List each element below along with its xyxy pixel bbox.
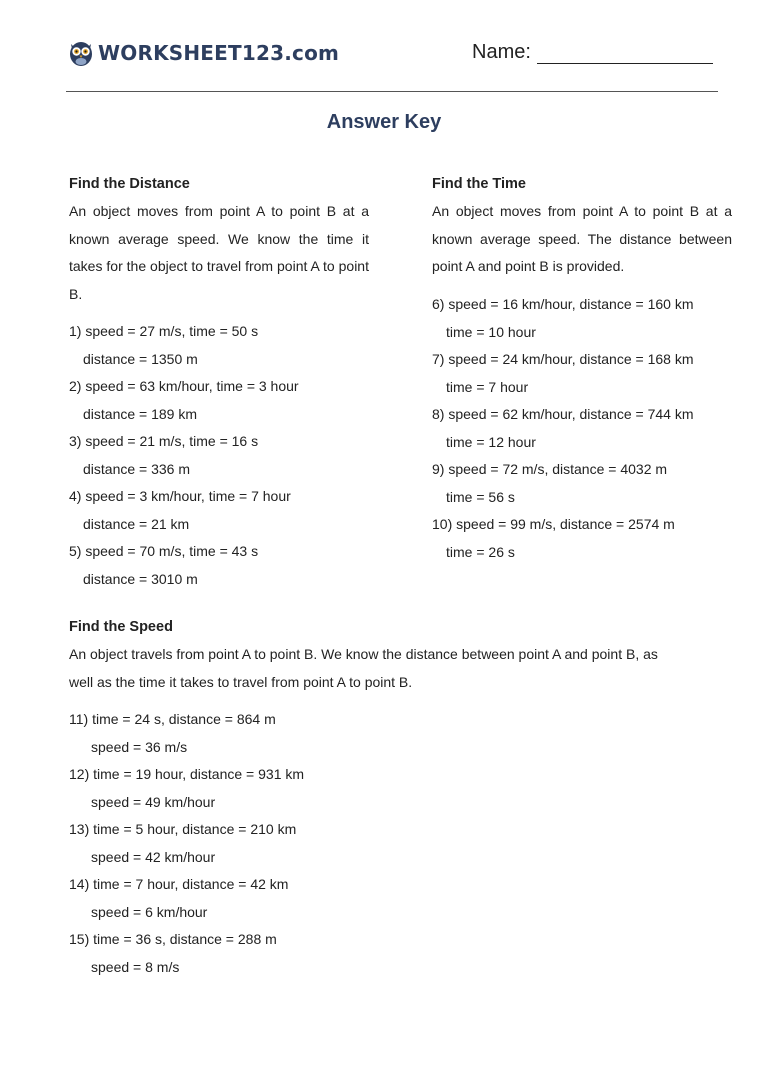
speed-heading: Find the Speed (69, 619, 173, 635)
list-item (69, 318, 299, 373)
speed-list (69, 706, 304, 981)
question: 4) speed = 3 km/hour, time = 7 hour (69, 488, 291, 504)
header-divider (66, 91, 718, 92)
answer: distance = 21 km (83, 515, 190, 532)
list-item (69, 538, 299, 593)
question: 1) speed = 27 m/s, time = 50 s (69, 323, 259, 339)
page-title: Answer Key (326, 111, 442, 133)
page-header (0, 0, 768, 92)
answer: speed = 36 m/s (91, 738, 188, 755)
question: 11) time = 24 s, distance = 864 m (69, 711, 276, 727)
question: 15) time = 36 s, distance = 288 m (69, 931, 277, 947)
list-item (69, 816, 304, 871)
list-item (432, 511, 694, 566)
question: 12) time = 19 hour, distance = 931 km (69, 766, 305, 782)
list-item (69, 428, 299, 483)
answer: time = 56 s (446, 488, 515, 505)
question: 6) speed = 16 km/hour, distance = 160 km (432, 296, 694, 312)
question: 8) speed = 62 km/hour, distance = 744 km (432, 406, 694, 422)
list-item (432, 291, 694, 346)
logo-text: WORKSHEET123.com (98, 41, 340, 65)
answer: time = 10 hour (446, 323, 536, 340)
answer: distance = 3010 m (83, 570, 198, 587)
answer: time = 26 s (446, 543, 515, 560)
owl-logo-icon (68, 39, 94, 67)
name-field (472, 41, 713, 64)
question: 13) time = 5 hour, distance = 210 km (69, 821, 297, 837)
list-item (432, 346, 694, 401)
site-logo[interactable] (68, 38, 339, 68)
answer: speed = 8 m/s (91, 958, 180, 975)
question: 14) time = 7 hour, distance = 42 km (69, 876, 289, 892)
list-item (69, 871, 304, 926)
distance-intro: An object moves from point A to point B at a known average speed. We know the time it takes for the object to travel from point A to point B. (69, 203, 369, 302)
distance-heading: Find the Distance (69, 176, 190, 192)
answer: distance = 189 km (83, 405, 198, 422)
list-item (69, 706, 304, 761)
speed-intro-line-2: well as the time it takes to travel from point A to point B. (69, 673, 413, 690)
question: 2) speed = 63 km/hour, time = 3 hour (69, 378, 299, 394)
name-blank-line[interactable] (537, 43, 713, 64)
distance-list (69, 318, 299, 593)
time-intro: An object moves from point A to point B at a known average speed. The distance between point A and point B is provided. (432, 203, 732, 274)
time-heading: Find the Time (432, 176, 526, 192)
answer: time = 12 hour (446, 433, 536, 450)
list-item (69, 483, 299, 538)
list-item (432, 456, 694, 511)
question: 10) speed = 99 m/s, distance = 2574 m (432, 516, 675, 532)
list-item (69, 373, 299, 428)
question: 7) speed = 24 km/hour, distance = 168 km (432, 351, 694, 367)
answer: distance = 1350 m (83, 350, 198, 367)
list-item (432, 401, 694, 456)
answer: time = 7 hour (446, 378, 529, 395)
list-item (69, 926, 304, 981)
time-list (432, 291, 694, 566)
answer: distance = 336 m (83, 460, 191, 477)
question: 9) speed = 72 m/s, distance = 4032 m (432, 461, 668, 477)
answer: speed = 49 km/hour (91, 793, 216, 810)
answer: speed = 6 km/hour (91, 903, 208, 920)
name-label: Name: (472, 41, 531, 63)
list-item (69, 761, 304, 816)
question: 5) speed = 70 m/s, time = 43 s (69, 543, 259, 559)
question: 3) speed = 21 m/s, time = 16 s (69, 433, 259, 449)
answer: speed = 42 km/hour (91, 848, 216, 865)
speed-intro-line-1: An object travels from point A to point B. We know the distance between point A and point B, as (69, 646, 658, 662)
